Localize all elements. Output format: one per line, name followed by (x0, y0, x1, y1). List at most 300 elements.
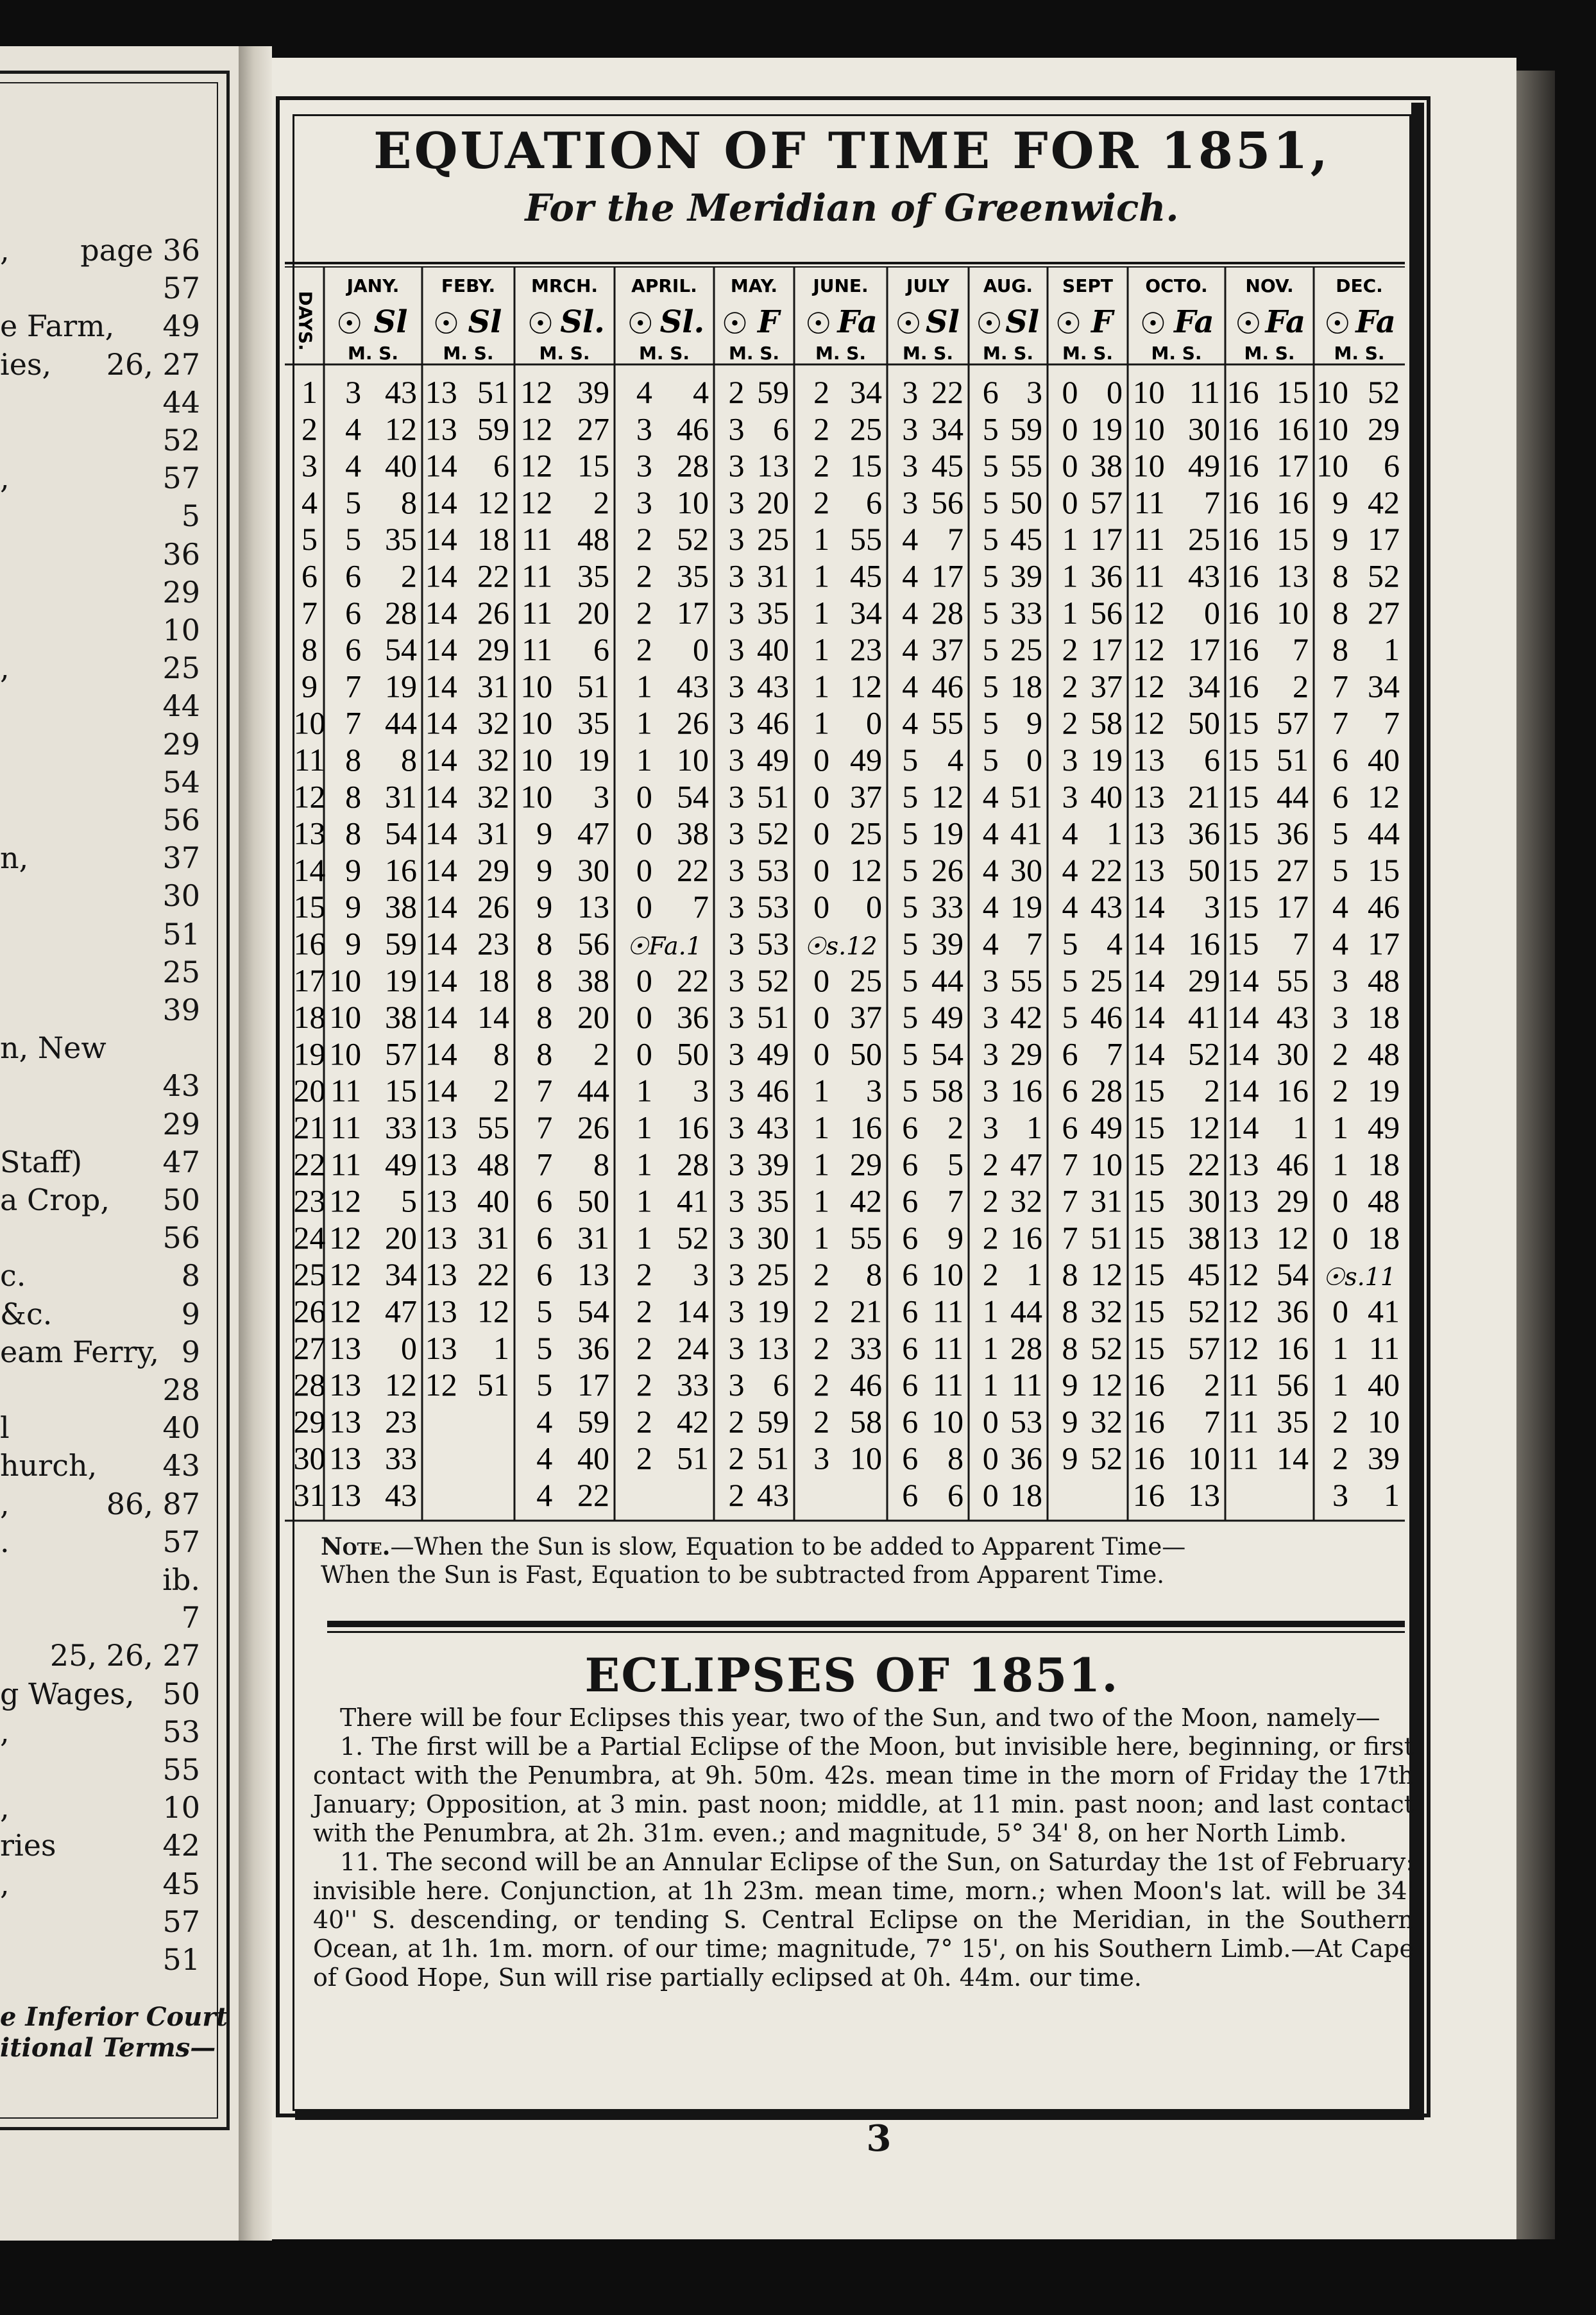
seconds-value: 48 (1368, 1036, 1400, 1072)
seconds-value: 6 (493, 447, 509, 484)
seconds-value: 3 (593, 778, 609, 815)
minutes-value: 12 (1132, 668, 1165, 705)
index-page: 50 (162, 1183, 200, 1217)
seconds-value: 2 (947, 1109, 964, 1145)
seconds-value: 35 (385, 521, 417, 558)
index-page: 29 (162, 1106, 200, 1141)
seconds-value: 16 (677, 1109, 709, 1145)
minutes-value: 3 (728, 1109, 745, 1145)
seconds-value: 2 (1293, 668, 1309, 705)
seconds-value: 53 (757, 851, 789, 888)
minutes-value: 8 (536, 1036, 553, 1072)
note-line-1 (321, 1532, 1398, 1561)
seconds-value: 16 (850, 1109, 882, 1145)
minutes-value: 13 (425, 1293, 457, 1329)
minutes-value: 13 (329, 1440, 362, 1476)
minutes-value: 12 (1132, 631, 1165, 668)
minutes-value: 1 (813, 1072, 830, 1109)
minutes-value: 4 (536, 1403, 553, 1440)
minutes-seconds-header: M. S. (1151, 343, 1202, 364)
minutes-value: 12 (520, 447, 553, 484)
month-name: APRIL. (631, 275, 697, 296)
day-number: 28 (293, 1367, 326, 1403)
seconds-value: 54 (1277, 1256, 1309, 1293)
day-number: 30 (293, 1440, 326, 1476)
minutes-value: 11 (330, 1109, 362, 1145)
index-entry: , (0, 1486, 10, 1521)
index-entry: , (0, 1714, 10, 1749)
minutes-value: 5 (902, 999, 919, 1036)
index-entry: l (0, 1410, 10, 1446)
minutes-value: 6 (902, 1367, 919, 1403)
seconds-value: 25 (850, 962, 882, 998)
minutes-value: 5 (902, 962, 919, 998)
month-name: NOV. (1245, 275, 1294, 296)
minutes-value: 1 (813, 668, 830, 705)
seconds-value: 33 (1010, 594, 1042, 631)
seconds-value: 39 (577, 374, 609, 410)
minutes-value: 4 (536, 1440, 553, 1476)
seconds-value: 32 (1091, 1293, 1123, 1329)
seconds-value: 15 (1277, 521, 1309, 558)
minutes-value: 4 (902, 521, 919, 558)
minutes-seconds-header: M. S. (638, 343, 690, 364)
minutes-value: 1 (636, 668, 652, 705)
minutes-value: 3 (728, 1219, 745, 1256)
index-page: 39 (162, 993, 200, 1027)
seconds-value: 25 (1010, 631, 1042, 668)
seconds-value: 2 (593, 484, 609, 520)
seconds-value: 54 (677, 778, 709, 815)
index-entry: , (0, 1790, 10, 1825)
minutes-seconds-header: M. S. (443, 343, 494, 364)
seconds-value: 33 (931, 889, 964, 925)
seconds-value: 52 (677, 521, 709, 558)
seconds-value: 58 (1091, 705, 1123, 741)
seconds-value: 32 (477, 742, 509, 778)
minutes-value: 15 (1227, 925, 1259, 962)
minutes-value: 15 (1227, 778, 1259, 815)
minutes-value: 14 (425, 521, 457, 558)
minutes-value: 6 (982, 374, 999, 410)
seconds-value: 6 (1204, 742, 1220, 778)
minutes-value: 1 (636, 742, 652, 778)
special-note: ☉Fa.1 (627, 932, 702, 961)
seconds-value: 22 (1188, 1146, 1220, 1183)
seconds-value: 43 (757, 1109, 789, 1145)
minutes-value: 3 (728, 999, 745, 1036)
seconds-value: 59 (1010, 411, 1042, 447)
seconds-value: 25 (757, 521, 789, 558)
minutes-value: 3 (902, 411, 919, 447)
seconds-value: 34 (1188, 668, 1220, 705)
minutes-value: 0 (813, 778, 830, 815)
sun-status: Sl (468, 304, 502, 340)
seconds-value: 41 (1010, 815, 1042, 851)
minutes-value: 2 (1332, 1403, 1348, 1440)
days-header: DAYS. (294, 291, 316, 351)
seconds-value: 40 (577, 1440, 609, 1476)
minutes-value: 12 (329, 1256, 362, 1293)
day-number: 13 (293, 815, 326, 851)
seconds-value: 13 (1188, 1477, 1220, 1513)
eclipse-item-1: 1. The first will be a Partial Eclipse of the Moon, but invisible here, beginning, or first contact with the Penumbra, at 9h. 50m. 42s. mean time in the morn of Friday the 17th January; Opposition, at 3 min. past noon; middle, at 11 min. past noon; and last contact with the Penumbra, at 2h. 31m. even.; and magnitude, 5° 34' 8, on her North Limb. (313, 1732, 1414, 1847)
minutes-value: 1 (813, 705, 830, 741)
seconds-value: 18 (477, 962, 509, 998)
minutes-value: 0 (1332, 1183, 1348, 1219)
seconds-value: 36 (677, 999, 709, 1036)
seconds-value: 40 (1368, 742, 1400, 778)
minutes-value: 16 (1132, 1477, 1165, 1513)
seconds-value: 7 (947, 521, 964, 558)
minutes-value: 4 (982, 815, 999, 851)
seconds-value: 52 (1188, 1293, 1220, 1329)
index-page: 7 (181, 1600, 200, 1636)
minutes-value: 16 (1227, 374, 1259, 410)
seconds-value: 43 (1277, 999, 1309, 1036)
seconds-value: 27 (577, 411, 609, 447)
seconds-value: 19 (577, 742, 609, 778)
minutes-value: 2 (728, 374, 745, 410)
minutes-value: 4 (345, 447, 362, 484)
seconds-value: 0 (1026, 742, 1042, 778)
minutes-value: 0 (636, 962, 652, 998)
minutes-value: 6 (902, 1329, 919, 1366)
minutes-value: 14 (1132, 925, 1165, 962)
seconds-value: 34 (931, 411, 964, 447)
seconds-value: 38 (385, 889, 417, 925)
seconds-value: 1 (1026, 1109, 1042, 1145)
minutes-value: 0 (636, 778, 652, 815)
index-page: 25 (162, 651, 200, 686)
minutes-value: 3 (1332, 999, 1348, 1036)
seconds-value: 35 (757, 594, 789, 631)
sun-icon: ☉ (527, 306, 554, 341)
seconds-value: 22 (1091, 851, 1123, 888)
index-page: 29 (162, 574, 200, 610)
seconds-value: 22 (577, 1477, 609, 1513)
minutes-value: 0 (1062, 374, 1078, 410)
seconds-value: 47 (1010, 1146, 1042, 1183)
minutes-value: 2 (813, 411, 830, 447)
seconds-value: 10 (1277, 594, 1309, 631)
seconds-value: 51 (1091, 1219, 1123, 1256)
minutes-value: 14 (425, 631, 457, 668)
minutes-value: 5 (536, 1293, 553, 1329)
minutes-value: 14 (1227, 962, 1259, 998)
minutes-value: 1 (636, 1109, 652, 1145)
seconds-value: 49 (757, 1036, 789, 1072)
seconds-value: 11 (1011, 1367, 1042, 1403)
seconds-value: 50 (1010, 484, 1042, 520)
minutes-value: 10 (1316, 447, 1348, 484)
month-name: JANY. (346, 275, 400, 296)
seconds-value: 48 (477, 1146, 509, 1183)
minutes-value: 8 (536, 962, 553, 998)
minutes-value: 7 (1332, 668, 1348, 705)
index-page: 5 (181, 499, 200, 534)
seconds-value: 6 (947, 1477, 964, 1513)
eclipses-title: ECLIPSES OF 1851. (584, 1648, 1119, 1702)
seconds-value: 32 (1010, 1183, 1042, 1219)
minutes-value: 10 (1132, 447, 1165, 484)
minutes-value: 14 (1132, 1036, 1165, 1072)
index-footer-line: e Inferior Court (0, 2002, 228, 2032)
minutes-value: 1 (636, 1219, 652, 1256)
seconds-value: 3 (1026, 374, 1042, 410)
sun-status: Fa (1265, 304, 1306, 340)
minutes-value: 12 (1132, 705, 1165, 741)
index-page: 43 (162, 1448, 200, 1483)
month-name: OCTO. (1145, 275, 1208, 296)
seconds-value: 24 (677, 1329, 709, 1366)
seconds-value: 50 (677, 1036, 709, 1072)
index-page: 25, 26, 27 (49, 1638, 200, 1673)
seconds-value: 25 (1091, 962, 1123, 998)
seconds-value: 7 (1204, 484, 1220, 520)
minutes-value: 12 (329, 1219, 362, 1256)
index-page: 56 (162, 803, 200, 837)
minutes-value: 14 (425, 815, 457, 851)
minutes-seconds-header: M. S. (902, 343, 954, 364)
sun-status: F (1091, 304, 1114, 340)
seconds-value: 35 (577, 705, 609, 741)
minutes-value: 14 (1132, 962, 1165, 998)
minutes-value: 5 (536, 1367, 553, 1403)
seconds-value: 30 (757, 1219, 789, 1256)
seconds-value: 38 (677, 815, 709, 851)
minutes-value: 5 (982, 558, 999, 594)
minutes-value: 13 (425, 411, 457, 447)
minutes-value: 5 (1062, 925, 1078, 962)
minutes-value: 2 (1062, 631, 1078, 668)
minutes-value: 1 (636, 1183, 652, 1219)
day-number: 29 (293, 1403, 326, 1440)
seconds-value: 15 (577, 447, 609, 484)
seconds-value: 52 (757, 962, 789, 998)
minutes-value: 9 (1332, 484, 1348, 520)
seconds-value: 28 (1010, 1329, 1042, 1366)
minutes-value: 0 (813, 742, 830, 778)
seconds-value: 35 (757, 1183, 789, 1219)
minutes-value: 10 (1316, 374, 1348, 410)
index-entry: e Farm, (0, 309, 115, 344)
minutes-seconds-header: M. S. (728, 343, 780, 364)
minutes-value: 0 (636, 1036, 652, 1072)
index-page: 55 (162, 1752, 200, 1787)
sun-icon: ☉ (1139, 306, 1167, 341)
minutes-value: 3 (728, 1367, 745, 1403)
seconds-value: 0 (401, 1329, 417, 1366)
seconds-value: 56 (577, 925, 609, 962)
sun-status: Sl (373, 304, 408, 340)
seconds-value: 27 (1277, 851, 1309, 888)
minutes-value: 1 (1332, 1109, 1348, 1145)
day-number: 23 (293, 1183, 326, 1219)
seconds-value: 46 (1277, 1146, 1309, 1183)
seconds-value: 46 (1091, 999, 1123, 1036)
minutes-value: 2 (636, 594, 652, 631)
seconds-value: 53 (757, 925, 789, 962)
minutes-value: 7 (345, 705, 362, 741)
seconds-value: 22 (931, 374, 964, 410)
minutes-value: 16 (1132, 1440, 1165, 1476)
seconds-value: 49 (1368, 1109, 1400, 1145)
sun-status: Sl. (659, 304, 705, 340)
seconds-value: 16 (1277, 484, 1309, 520)
sun-status: Fa (1355, 304, 1396, 340)
index-page: 28 (162, 1372, 200, 1407)
minutes-value: 12 (1132, 594, 1165, 631)
minutes-value: 3 (728, 558, 745, 594)
minutes-value: 11 (1133, 558, 1165, 594)
seconds-value: 18 (1368, 1146, 1400, 1183)
minutes-value: 11 (522, 558, 553, 594)
seconds-value: 15 (850, 447, 882, 484)
index-entry: &c. (0, 1296, 53, 1331)
special-note: ☉s.12 (804, 932, 878, 961)
seconds-value: 23 (477, 925, 509, 962)
minutes-value: 2 (813, 1403, 830, 1440)
minutes-value: 13 (425, 1256, 457, 1293)
seconds-value: 31 (577, 1219, 609, 1256)
minutes-value: 5 (345, 521, 362, 558)
minutes-value: 10 (329, 1036, 362, 1072)
minutes-value: 4 (1062, 851, 1078, 888)
minutes-value: 10 (1132, 374, 1165, 410)
seconds-value: 12 (1188, 1109, 1220, 1145)
seconds-value: 52 (757, 815, 789, 851)
minutes-value: 4 (1062, 889, 1078, 925)
seconds-value: 40 (757, 631, 789, 668)
seconds-value: 44 (385, 705, 417, 741)
seconds-value: 31 (477, 668, 509, 705)
index-page: 45 (162, 1866, 200, 1901)
minutes-value: 2 (636, 1329, 652, 1366)
seconds-value: 36 (1010, 1440, 1042, 1476)
minutes-value: 1 (813, 1183, 830, 1219)
seconds-value: 18 (1368, 999, 1400, 1036)
seconds-value: 13 (757, 447, 789, 484)
minutes-value: 4 (982, 925, 999, 962)
page-title: EQUATION OF TIME FOR 1851, (373, 122, 1330, 180)
minutes-value: 15 (1227, 705, 1259, 741)
minutes-value: 15 (1132, 1293, 1165, 1329)
minutes-value: 3 (728, 1183, 745, 1219)
seconds-value: 49 (931, 999, 964, 1036)
minutes-value: 1 (636, 1146, 652, 1183)
seconds-value: 4 (947, 742, 964, 778)
seconds-value: 10 (1368, 1403, 1400, 1440)
minutes-value: 13 (1132, 778, 1165, 815)
minutes-value: 3 (636, 411, 652, 447)
day-number: 11 (294, 742, 325, 778)
seconds-value: 38 (1091, 447, 1123, 484)
seconds-value: 7 (693, 889, 709, 925)
minutes-value: 10 (520, 778, 553, 815)
seconds-value: 8 (866, 1256, 882, 1293)
minutes-value: 16 (1132, 1403, 1165, 1440)
minutes-value: 2 (636, 1367, 652, 1403)
minutes-value: 15 (1227, 815, 1259, 851)
seconds-value: 57 (1188, 1329, 1220, 1366)
seconds-value: 41 (1368, 1293, 1400, 1329)
seconds-value: 51 (1277, 742, 1309, 778)
minutes-value: 15 (1227, 851, 1259, 888)
minutes-value: 3 (982, 1109, 999, 1145)
minutes-seconds-header: M. S. (347, 343, 399, 364)
minutes-value: 7 (536, 1109, 553, 1145)
minutes-value: 3 (728, 815, 745, 851)
minutes-value: 8 (1062, 1329, 1078, 1366)
seconds-value: 16 (1188, 925, 1220, 962)
day-number: 26 (293, 1293, 326, 1329)
minutes-value: 13 (329, 1367, 362, 1403)
minutes-value: 11 (1228, 1440, 1259, 1476)
seconds-value: 53 (1010, 1403, 1042, 1440)
seconds-value: 51 (577, 668, 609, 705)
sun-icon: ☉ (976, 306, 1003, 341)
seconds-value: 49 (1188, 447, 1220, 484)
divider-thick (327, 1621, 1405, 1627)
index-page: 43 (162, 1068, 200, 1104)
minutes-value: 6 (902, 1109, 919, 1145)
seconds-value: 3 (1204, 889, 1220, 925)
seconds-value: 3 (693, 1256, 709, 1293)
minutes-value: 11 (1228, 1367, 1259, 1403)
minutes-value: 5 (982, 521, 999, 558)
month-name: SEPT (1062, 275, 1113, 296)
minutes-value: 4 (902, 631, 919, 668)
seconds-value: 59 (385, 925, 417, 962)
seconds-value: 44 (1277, 778, 1309, 815)
minutes-value: 6 (902, 1146, 919, 1183)
minutes-value: 6 (1332, 742, 1348, 778)
seconds-value: 18 (1010, 1477, 1042, 1513)
seconds-value: 19 (1368, 1072, 1400, 1109)
minutes-value: 3 (728, 962, 745, 998)
minutes-value: 9 (536, 815, 553, 851)
seconds-value: 36 (1091, 558, 1123, 594)
minutes-value: 1 (982, 1329, 999, 1366)
minutes-value: 1 (982, 1367, 999, 1403)
minutes-value: 14 (425, 925, 457, 962)
minutes-value: 3 (728, 1146, 745, 1183)
minutes-value: 5 (1062, 962, 1078, 998)
minutes-value: 6 (902, 1219, 919, 1256)
seconds-value: 7 (1026, 925, 1042, 962)
minutes-value: 15 (1132, 1109, 1165, 1145)
minutes-value: 15 (1132, 1146, 1165, 1183)
minutes-value: 12 (1227, 1329, 1259, 1366)
day-number: 20 (293, 1072, 326, 1109)
index-entry: eam Ferry, (0, 1334, 159, 1369)
minutes-value: 15 (1132, 1329, 1165, 1366)
day-number: 4 (301, 484, 318, 520)
seconds-value: 42 (1368, 484, 1400, 520)
month-name: MRCH. (531, 275, 598, 296)
seconds-value: 4 (1107, 925, 1123, 962)
minutes-value: 0 (1062, 411, 1078, 447)
minutes-value: 14 (425, 742, 457, 778)
seconds-value: 11 (932, 1367, 964, 1403)
minutes-value: 0 (813, 999, 830, 1036)
seconds-value: 40 (477, 1183, 509, 1219)
seconds-value: 30 (1188, 411, 1220, 447)
minutes-value: 6 (902, 1477, 919, 1513)
seconds-value: 5 (401, 1183, 417, 1219)
seconds-value: 14 (1277, 1440, 1309, 1476)
